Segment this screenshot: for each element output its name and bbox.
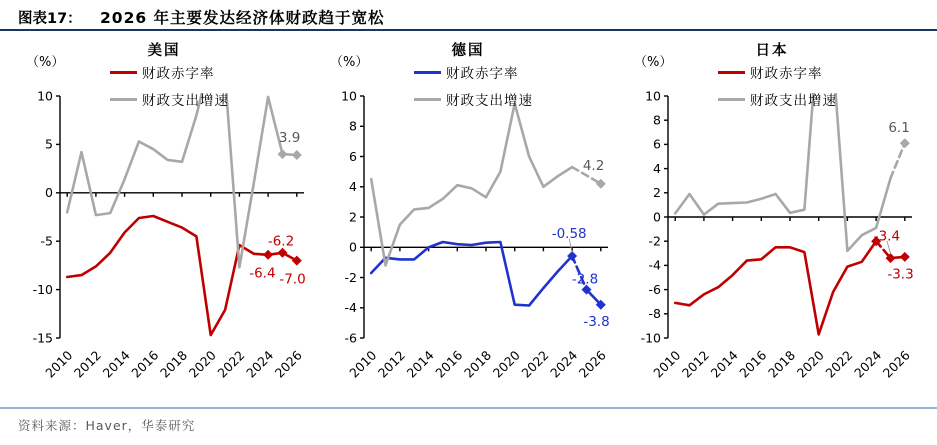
svg-text:2016: 2016: [432, 347, 466, 381]
svg-text:2026: 2026: [271, 347, 305, 381]
legend-item-deficit: [414, 62, 533, 82]
svg-text:2016: 2016: [128, 347, 162, 381]
forecast-marker: [292, 256, 302, 266]
data-label: 3.9: [278, 130, 301, 147]
data-label: -6.4: [249, 265, 276, 282]
legend-label: 财政支出增速: [750, 93, 837, 109]
legend-label: 财政支出增速: [446, 93, 533, 109]
data-label: -0.58: [551, 226, 587, 243]
legend-label: 财政赤字率: [446, 66, 519, 82]
svg-text:6: 6: [349, 148, 357, 164]
svg-text:2010: 2010: [42, 347, 76, 381]
svg-text:-2: -2: [344, 269, 357, 285]
svg-text:6: 6: [653, 136, 661, 152]
figure-title: 2026 年主要发达经济体财政趋于宽松: [100, 9, 385, 27]
svg-text:2014: 2014: [403, 347, 437, 381]
forecast-marker: [263, 250, 273, 260]
expenditure-line-swatch: [718, 98, 745, 101]
svg-text:2018: 2018: [461, 347, 495, 381]
legend-label: 财政赤字率: [142, 66, 215, 82]
deficit-line-swatch: [718, 71, 745, 74]
svg-text:2018: 2018: [157, 347, 191, 381]
svg-text:2012: 2012: [70, 347, 105, 381]
deficit-line-swatch: [414, 71, 441, 74]
expenditure-line-swatch: [414, 98, 441, 101]
svg-text:2: 2: [349, 209, 357, 225]
svg-text:0: 0: [653, 209, 661, 225]
data-label: -3.3: [887, 266, 914, 283]
figure-header: [0, 0, 937, 31]
legend-item-expenditure: [718, 89, 837, 109]
svg-text:2020: 2020: [185, 347, 219, 381]
panel-germany: [316, 36, 620, 398]
svg-text:2010: 2010: [346, 347, 380, 381]
chart-title-us: 美国: [147, 43, 181, 59]
y-axis: [33, 88, 60, 345]
data-label: 4.2: [582, 158, 605, 175]
svg-text:10: 10: [341, 88, 357, 104]
charts-row: [12, 36, 924, 398]
x-axis: [346, 247, 609, 380]
y-axis-unit-label: （%）: [330, 55, 369, 70]
legend-germany: [414, 62, 533, 116]
svg-text:2026: 2026: [879, 347, 913, 381]
svg-text:2016: 2016: [736, 347, 770, 381]
legend-us: [110, 62, 229, 116]
y-axis-unit-label: （%）: [26, 55, 65, 70]
panel-us: [12, 36, 316, 398]
legend-item-expenditure: [414, 89, 533, 109]
chart-title-germany: 德国: [451, 43, 485, 59]
svg-text:2026: 2026: [575, 347, 609, 381]
svg-text:2014: 2014: [99, 347, 133, 381]
svg-text:0: 0: [45, 185, 53, 201]
chart-title-japan: 日本: [755, 43, 789, 59]
legend-item-expenditure: [110, 89, 229, 109]
legend-item-deficit: [718, 62, 837, 82]
data-label: 6.1: [888, 120, 910, 136]
legend-item-deficit: [110, 62, 229, 82]
svg-text:10: 10: [645, 88, 661, 104]
svg-text:2024: 2024: [851, 347, 885, 381]
svg-text:5: 5: [45, 136, 53, 152]
svg-text:8: 8: [653, 112, 661, 128]
svg-text:2022: 2022: [518, 347, 552, 381]
expenditure-line-swatch: [110, 98, 137, 101]
data-label: -2.8: [571, 271, 599, 288]
svg-text:2024: 2024: [547, 347, 581, 381]
svg-text:2020: 2020: [489, 347, 523, 381]
forecast-marker: [900, 138, 910, 148]
svg-text:-10: -10: [32, 281, 53, 297]
svg-text:2024: 2024: [243, 347, 277, 381]
svg-text:-2: -2: [648, 233, 661, 249]
svg-text:2014: 2014: [707, 347, 741, 381]
source-text: 资料来源：Haver，华泰研究: [18, 418, 196, 433]
forecast-marker: [292, 150, 302, 160]
figure-number: 图表17：: [18, 11, 82, 27]
svg-text:4: 4: [349, 179, 357, 195]
svg-text:2018: 2018: [765, 347, 799, 381]
svg-text:-15: -15: [32, 330, 53, 346]
source-footer: [0, 407, 937, 434]
legend-japan: [718, 62, 837, 116]
svg-text:10: 10: [37, 88, 53, 104]
svg-text:2010: 2010: [650, 347, 684, 381]
forecast-marker: [900, 252, 910, 262]
svg-text:-6: -6: [648, 281, 661, 297]
svg-text:-10: -10: [640, 330, 661, 346]
svg-text:8: 8: [349, 118, 357, 134]
series-line-0: [675, 241, 905, 334]
data-label: -6.2: [267, 233, 295, 250]
legend-label: 财政支出增速: [142, 93, 229, 109]
data-label: -3.8: [583, 313, 610, 330]
svg-text:2012: 2012: [374, 347, 409, 381]
svg-text:-5: -5: [40, 233, 53, 249]
svg-text:2020: 2020: [793, 347, 827, 381]
data-label: -3.4: [873, 228, 901, 245]
panel-japan: [620, 36, 924, 398]
svg-text:-8: -8: [648, 306, 661, 322]
y-axis: [341, 88, 364, 345]
svg-text:0: 0: [349, 239, 357, 255]
svg-text:-4: -4: [344, 300, 357, 316]
x-axis: [42, 193, 305, 381]
svg-text:2012: 2012: [678, 347, 713, 381]
svg-text:-6: -6: [344, 330, 357, 346]
deficit-line-swatch: [110, 71, 137, 74]
svg-text:-4: -4: [648, 257, 661, 273]
forecast-marker: [278, 149, 288, 159]
legend-label: 财政赤字率: [750, 66, 823, 82]
data-label: -7.0: [279, 271, 306, 288]
svg-text:2022: 2022: [822, 347, 856, 381]
svg-text:2: 2: [653, 185, 661, 201]
y-axis: [641, 88, 668, 345]
y-axis-unit-label: （%）: [634, 55, 673, 70]
series-line-0: [371, 242, 601, 306]
svg-text:2022: 2022: [214, 347, 248, 381]
svg-text:4: 4: [653, 160, 661, 176]
